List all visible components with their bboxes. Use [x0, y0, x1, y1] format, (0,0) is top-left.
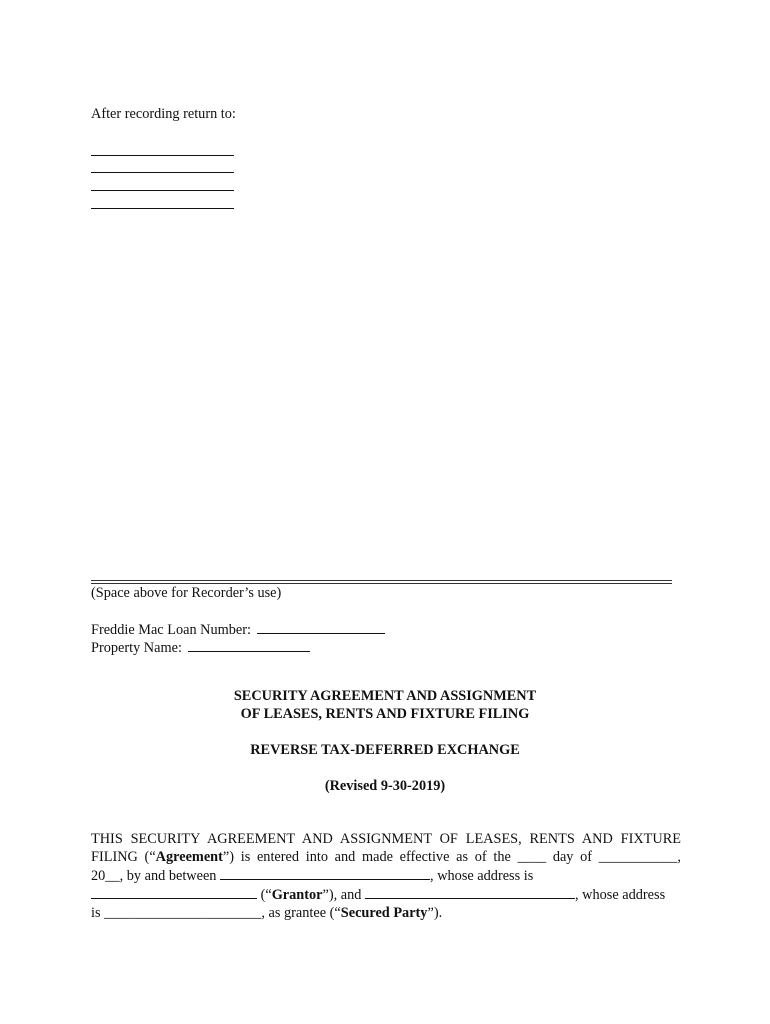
- return-address-line-3: [91, 190, 234, 191]
- paragraph-text: 20__, by and between: [91, 868, 217, 884]
- paragraph-line-3: [91, 866, 681, 885]
- property-name-row: [91, 638, 310, 657]
- property-name-label: Property Name:: [91, 640, 182, 656]
- paragraph-line-1: THIS SECURITY AGREEMENT AND ASSIGNMENT OF LEASES, RENTS AND FIXTURE: [91, 831, 681, 847]
- recorder-space-note: (Space above for Recorder’s use): [91, 585, 282, 601]
- return-address-line-1: [91, 155, 234, 156]
- revision-date: (Revised 9-30-2019): [324, 778, 446, 794]
- paragraph-text: , whose address: [575, 887, 666, 903]
- paragraph-text: ”).: [427, 905, 443, 921]
- paragraph-text: FILING (“: [91, 849, 156, 865]
- paragraph-text: is ______________________, as grantee (“: [91, 905, 341, 921]
- grantor-address-blank: [91, 885, 257, 899]
- agreement-term: Agreement: [155, 849, 223, 865]
- recorder-divider-top: [91, 580, 672, 581]
- return-address-line-4: [91, 208, 234, 209]
- paragraph-line-4: [91, 885, 681, 904]
- grantor-name-blank: [220, 866, 430, 880]
- paragraph-text: , whose address is: [430, 868, 534, 884]
- paragraph-line-2: [91, 848, 681, 866]
- opening-paragraph: [91, 830, 681, 922]
- grantor-term: Grantor: [271, 887, 323, 903]
- return-address-line-2: [91, 172, 234, 173]
- return-to-label: After recording return to:: [91, 106, 236, 122]
- loan-number-blank: [257, 620, 385, 634]
- secured-party-name-blank: [365, 885, 575, 899]
- property-name-blank: [188, 638, 310, 652]
- loan-number-row: [91, 620, 385, 639]
- paragraph-line-5: [91, 904, 681, 922]
- paragraph-text: ”), and: [322, 887, 362, 903]
- loan-number-label: Freddie Mac Loan Number:: [91, 622, 251, 638]
- paragraph-text: ”) is entered into and made effective as of the ____ day of ___________,: [222, 849, 681, 865]
- document-title-line-1: SECURITY AGREEMENT AND ASSIGNMENT: [233, 688, 537, 704]
- document-title-line-2: OF LEASES, RENTS AND FIXTURE FILING: [240, 706, 530, 722]
- secured-party-term: Secured Party: [340, 905, 428, 921]
- document-subtitle: REVERSE TAX-DEFERRED EXCHANGE: [250, 742, 520, 758]
- paragraph-text: (“: [260, 887, 272, 903]
